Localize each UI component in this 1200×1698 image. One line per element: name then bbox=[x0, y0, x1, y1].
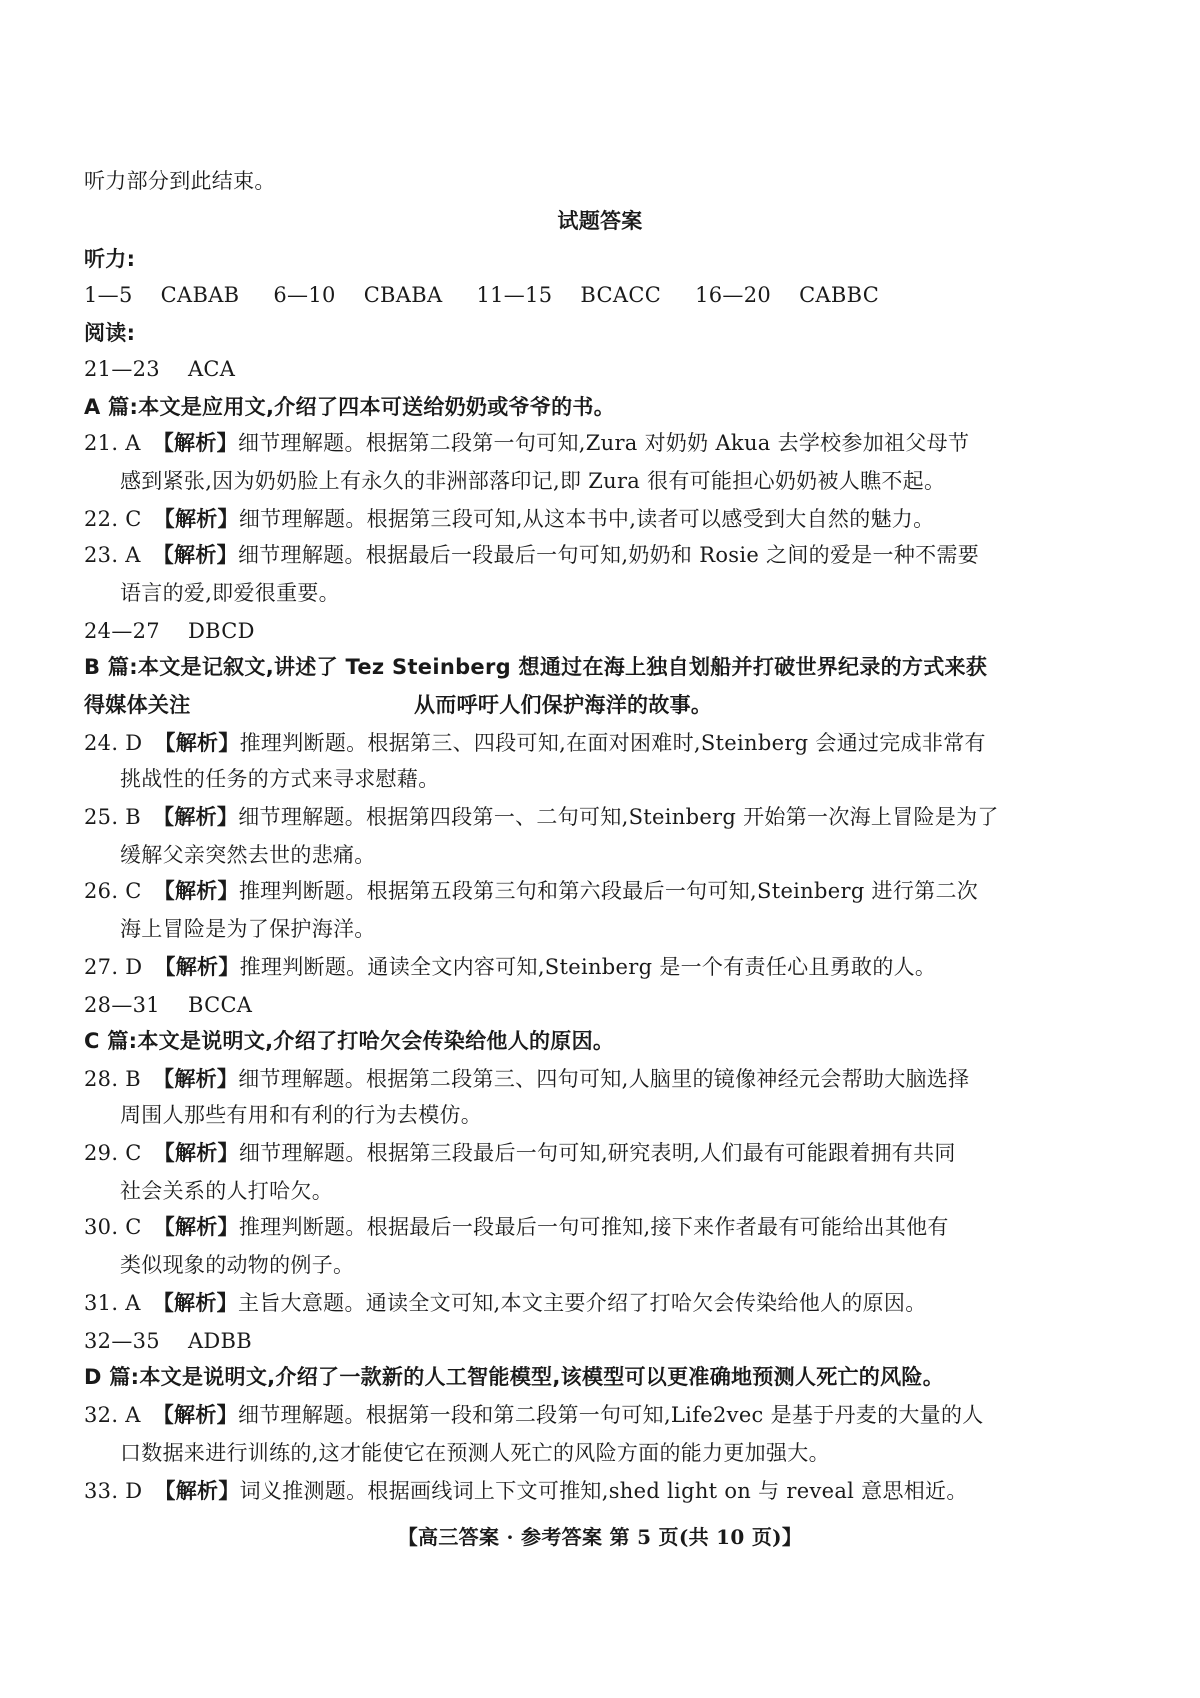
listening-range-4: 16—20 bbox=[695, 283, 772, 307]
item-text: 推理判断题。通读全文内容可知,Steinberg 是一个有责任心且勇敢的人。 bbox=[239, 955, 937, 979]
analysis-tag: 【解析】 bbox=[154, 731, 240, 755]
item-21-continued: 感到紧张,因为奶奶脸上有永久的非洲部落印记,即 Zura 很有可能担心奶奶被人瞧不起。 bbox=[120, 469, 946, 493]
listening-answers-3: BCACC bbox=[580, 283, 662, 307]
passage-b-key: DBCD bbox=[187, 619, 255, 643]
item-28 bbox=[84, 1064, 1124, 1094]
item-text: 细节理解题。根据第一段和第二段第一句可知,Life2vec 是基于丹麦的大量的人 bbox=[237, 1403, 984, 1427]
item-32 bbox=[84, 1400, 1124, 1430]
item-text: 细节理解题。根据第三段最后一句可知,研究表明,人们最有可能跟着拥有共同 bbox=[238, 1141, 956, 1165]
analysis-tag: 【解析】 bbox=[153, 879, 239, 903]
passage-a-summary: A 篇:本文是应用文,介绍了四本可送给奶奶或爷爷的书。 bbox=[84, 395, 616, 419]
item-23-continued: 语言的爱,即爱很重要。 bbox=[120, 581, 340, 605]
item-text: 细节理解题。根据第三段可知,从这本书中,读者可以感受到大自然的魅力。 bbox=[238, 507, 935, 531]
passage-b-range: 24—27 bbox=[84, 619, 160, 643]
analysis-tag: 【解析】 bbox=[152, 1291, 238, 1315]
listening-answers bbox=[84, 280, 1124, 310]
analysis-tag: 【解析】 bbox=[154, 955, 240, 979]
passage-d-key: ADBB bbox=[187, 1329, 253, 1353]
item-26 bbox=[84, 876, 1124, 906]
item-number: 22. C bbox=[84, 507, 142, 531]
item-number: 32. A bbox=[84, 1403, 141, 1427]
passage-b-summary: B 篇:本文是记叙文,讲述了 Tez Steinberg 想通过在海上独自划船并打破世界纪录的方式来获 bbox=[84, 655, 988, 679]
item-text: 推理判断题。根据第三、四段可知,在面对困难时,Steinberg 会通过完成非常有 bbox=[239, 731, 986, 755]
passage-b-summary-continued bbox=[84, 690, 1124, 720]
passage-a-key: ACA bbox=[187, 357, 236, 381]
passage-d-summary: D 篇:本文是说明文,介绍了一款新的人工智能模型,该模型可以更准确地预测人死亡的风险。 bbox=[84, 1365, 944, 1389]
analysis-tag: 【解析】 bbox=[153, 805, 239, 829]
item-text: 主旨大意题。通读全文可知,本文主要介绍了打哈欠会传染给他人的原因。 bbox=[237, 1291, 927, 1315]
item-22 bbox=[84, 504, 1124, 534]
item-25 bbox=[84, 802, 1124, 832]
analysis-tag: 【解析】 bbox=[154, 1479, 240, 1503]
listening-range-1: 1—5 bbox=[84, 283, 133, 307]
item-30 bbox=[84, 1212, 1124, 1242]
passage-a-answers bbox=[84, 354, 1124, 384]
item-24-continued: 挑战性的任务的方式来寻求慰藉。 bbox=[120, 767, 440, 791]
item-number: 25. B bbox=[84, 805, 142, 829]
analysis-tag: 【解析】 bbox=[153, 1141, 239, 1165]
passage-c-key: BCCA bbox=[187, 993, 253, 1017]
item-21 bbox=[84, 428, 1124, 458]
item-27 bbox=[84, 952, 1124, 982]
item-number: 21. A bbox=[84, 431, 141, 455]
item-28-continued: 周围人那些有用和有利的行为去模仿。 bbox=[120, 1103, 483, 1127]
listening-range-2: 6—10 bbox=[273, 283, 336, 307]
listening-end-note: 听力部分到此结束。 bbox=[84, 169, 276, 193]
reading-label: 阅读: bbox=[84, 321, 136, 345]
passage-b-answers bbox=[84, 616, 1124, 646]
analysis-tag: 【解析】 bbox=[153, 1215, 239, 1239]
page-footer: 【高三答案 · 参考答案 第 5 页(共 10 页)】 bbox=[397, 1525, 803, 1549]
item-31 bbox=[84, 1288, 1124, 1318]
item-text: 细节理解题。根据第四段第一、二句可知,Steinberg 开始第一次海上冒险是为了 bbox=[238, 805, 999, 829]
passage-c-range: 28—31 bbox=[84, 993, 160, 1017]
listening-answers-2: CBABA bbox=[363, 283, 443, 307]
item-text: 推理判断题。根据最后一段最后一句可推知,接下来作者最有可能给出其他有 bbox=[238, 1215, 949, 1239]
listening-range-3: 11—15 bbox=[476, 283, 553, 307]
item-text: 细节理解题。根据第二段第一句可知,Zura 对奶奶 Akua 去学校参加祖父母节 bbox=[237, 431, 970, 455]
item-text: 细节理解题。根据最后一段最后一句可知,奶奶和 Rosie 之间的爱是一种不需要 bbox=[237, 543, 980, 567]
analysis-tag: 【解析】 bbox=[152, 1403, 238, 1427]
item-24 bbox=[84, 728, 1124, 758]
item-29 bbox=[84, 1138, 1124, 1168]
item-30-continued: 类似现象的动物的例子。 bbox=[120, 1253, 355, 1277]
analysis-tag: 【解析】 bbox=[153, 507, 239, 531]
listening-label: 听力: bbox=[84, 247, 136, 271]
passage-d-answers bbox=[84, 1326, 1124, 1356]
analysis-tag: 【解析】 bbox=[153, 1067, 239, 1091]
listening-answers-1: CABAB bbox=[160, 283, 240, 307]
item-23 bbox=[84, 540, 1124, 570]
passage-c-summary: C 篇:本文是说明文,介绍了打哈欠会传染给他人的原因。 bbox=[84, 1029, 615, 1053]
item-text: 细节理解题。根据第二段第三、四句可知,人脑里的镜像神经元会帮助大脑选择 bbox=[238, 1067, 970, 1091]
item-number: 26. C bbox=[84, 879, 142, 903]
section-title: 试题答案 bbox=[557, 209, 643, 233]
item-number: 27. D bbox=[84, 955, 143, 979]
item-number: 30. C bbox=[84, 1215, 142, 1239]
item-number: 24. D bbox=[84, 731, 143, 755]
passage-b-summary-part2: 从而呼吁人们保护海洋的故事。 bbox=[414, 693, 713, 717]
item-33 bbox=[84, 1476, 1124, 1506]
item-number: 31. A bbox=[84, 1291, 141, 1315]
listening-answers-4: CABBC bbox=[799, 283, 880, 307]
item-number: 29. C bbox=[84, 1141, 142, 1165]
passage-c-answers bbox=[84, 990, 1124, 1020]
analysis-tag: 【解析】 bbox=[152, 431, 238, 455]
passage-b-summary-part1: 得媒体关注 bbox=[84, 693, 191, 717]
item-number: 33. D bbox=[84, 1479, 143, 1503]
passage-a-range: 21—23 bbox=[84, 357, 160, 381]
item-text: 词义推测题。根据画线词上下文可推知,shed light on 与 reveal 意思相近。 bbox=[239, 1479, 968, 1503]
item-number: 23. A bbox=[84, 543, 141, 567]
item-32-continued: 口数据来进行训练的,这才能使它在预测人死亡的风险方面的能力更加强大。 bbox=[120, 1441, 830, 1465]
item-25-continued: 缓解父亲突然去世的悲痛。 bbox=[120, 843, 376, 867]
analysis-tag: 【解析】 bbox=[152, 543, 238, 567]
item-26-continued: 海上冒险是为了保护海洋。 bbox=[120, 917, 376, 941]
passage-d-range: 32—35 bbox=[84, 1329, 160, 1353]
item-text: 推理判断题。根据第五段第三句和第六段最后一句可知,Steinberg 进行第二次 bbox=[238, 879, 979, 903]
item-number: 28. B bbox=[84, 1067, 142, 1091]
item-29-continued: 社会关系的人打哈欠。 bbox=[120, 1179, 333, 1203]
